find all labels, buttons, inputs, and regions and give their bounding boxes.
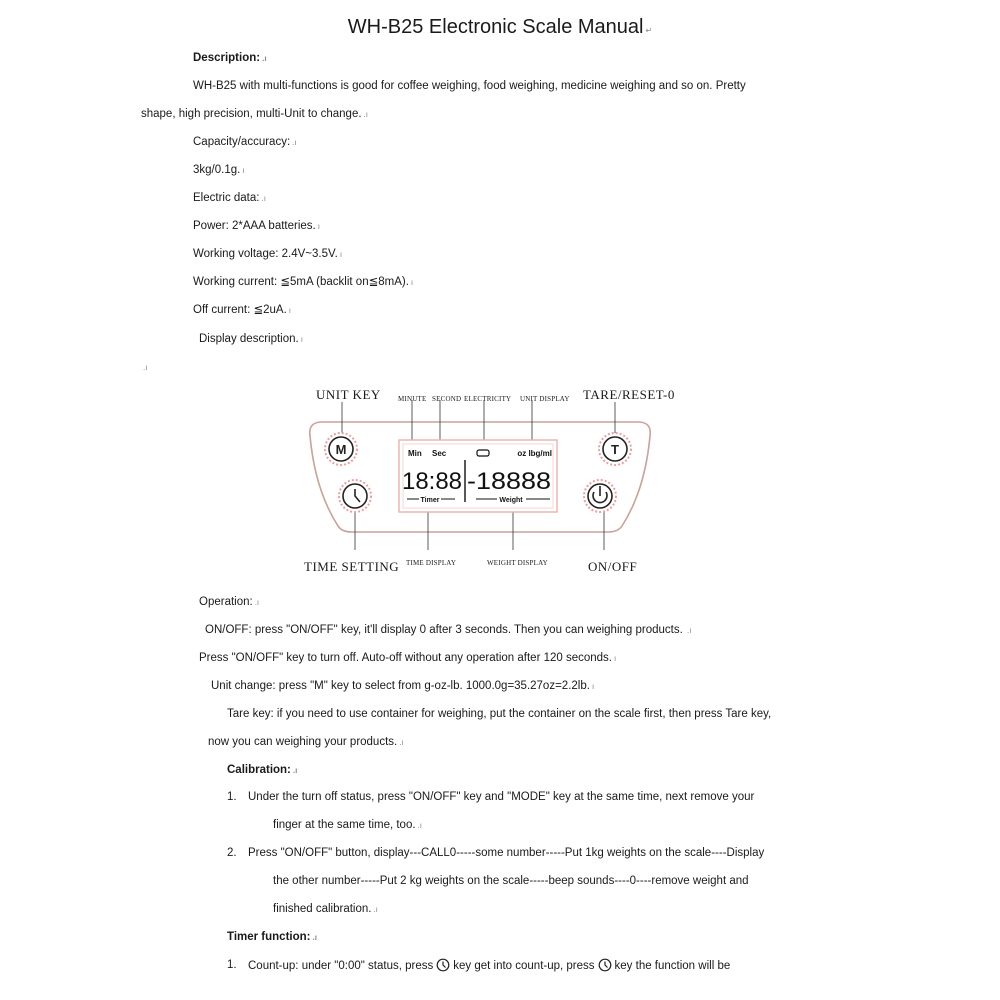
label-tare-reset: TARE/RESET-0 [583,387,675,402]
label-minute: MINUTE [398,395,427,403]
capacity-heading: Capacity/accuracy: .ı [193,136,297,148]
label-weight-display: WEIGHT DISPLAY [487,559,548,567]
calibration-item-2-number: 2. [227,847,237,859]
label-electricity: ELECTRICITY [464,395,512,403]
lcd-units: oz lbg/ml [517,449,552,458]
lcd-min: Min [408,449,422,458]
calibration-item-1-line-1: Under the turn off status, press "ON/OFF" key and "MODE" key at the same time, next remove your [248,791,755,803]
description-heading: Description: .ı [193,52,267,64]
t-key-letter: T [611,442,619,457]
calibration-item-2-line-1: Press "ON/OFF" button, display---CALL0-----some number-----Put 1kg weights on the scale----Display [248,847,765,859]
operation-tare-1: Tare key: if you need to use container for weighing, put the container on the scale first, then press Tare key, [227,708,772,720]
calibration-item-2-line-3: finished calibration. .ı [273,903,378,915]
operation-unit-change: Unit change: press "M" key to select from g-oz-lb. 1000.0g=35.27oz=2.2lb. ı [211,680,595,692]
label-time-display: TIME DISPLAY [406,559,457,567]
clock-icon [436,958,450,972]
lcd-weight-label: Weight [499,497,523,504]
lcd-weight-digits: -18888 [467,468,551,495]
operation-onoff-2: Press "ON/OFF" key to turn off. Auto-off without any operation after 120 seconds. ı [199,652,617,664]
description-line-1: WH-B25 with multi-functions is good for coffee weighing, food weighing, medicine weighing and so on. Pretty [193,80,746,92]
timer-heading: Timer function: .ı [227,931,317,943]
calibration-item-1-number: 1. [227,791,237,803]
display-heading: Display description. ı [199,333,303,345]
m-key-letter: M [335,442,347,457]
timer-item-1-number: 1. [227,959,237,971]
current-line: Working current: ≦5mA (backlit on≦8mA). ı [193,276,414,288]
label-time-setting: TIME SETTING [304,559,400,574]
lcd-timer-label: Timer [420,497,440,504]
scale-diagram [300,400,660,550]
lcd-sec: Sec [432,449,447,458]
voltage-line: Working voltage: 2.4V~3.5V. ı [193,248,343,260]
operation-tare-2: now you can weighing your products. .ı [208,736,404,748]
timer-item-1-line: Count-up: under "0:00" status, press key get into count-up, press key the function will be [248,960,731,972]
electric-heading: Electric data: .ı [193,192,266,204]
label-unit-display: UNIT DISPLAY [520,395,570,403]
calibration-item-1-line-2: finger at the same time, too. .ı [273,819,422,831]
lcd-time-digits: 18:88 [402,468,462,495]
calibration-item-2-line-2: the other number-----Put 2 kg weights on the scale-----beep sounds----0----remove weight and [273,875,749,887]
description-line-2: shape, high precision, multi-Unit to change. .ı [141,108,368,120]
document-title: WH-B25 Electronic Scale Manual ↵ [347,16,653,38]
label-second: SECOND [432,395,462,403]
capacity-value: 3kg/0.1g. ı [193,164,245,176]
off-current-line: Off current: ≦2uA. ı [193,304,292,316]
operation-onoff-1: ON/OFF: press "ON/OFF" key, it'll display 0 after 3 seconds. Then you can weighing products. .ı [205,624,692,636]
paragraph-mark: .ı [143,363,148,372]
label-unit-key: UNIT KEY [316,387,381,402]
operation-heading: Operation: .ı [199,596,260,608]
clock-icon [598,958,612,972]
calibration-heading: Calibration: .ı [227,764,298,776]
label-on-off: ON/OFF [588,559,638,574]
power-line: Power: 2*AAA batteries. ı [193,220,320,232]
